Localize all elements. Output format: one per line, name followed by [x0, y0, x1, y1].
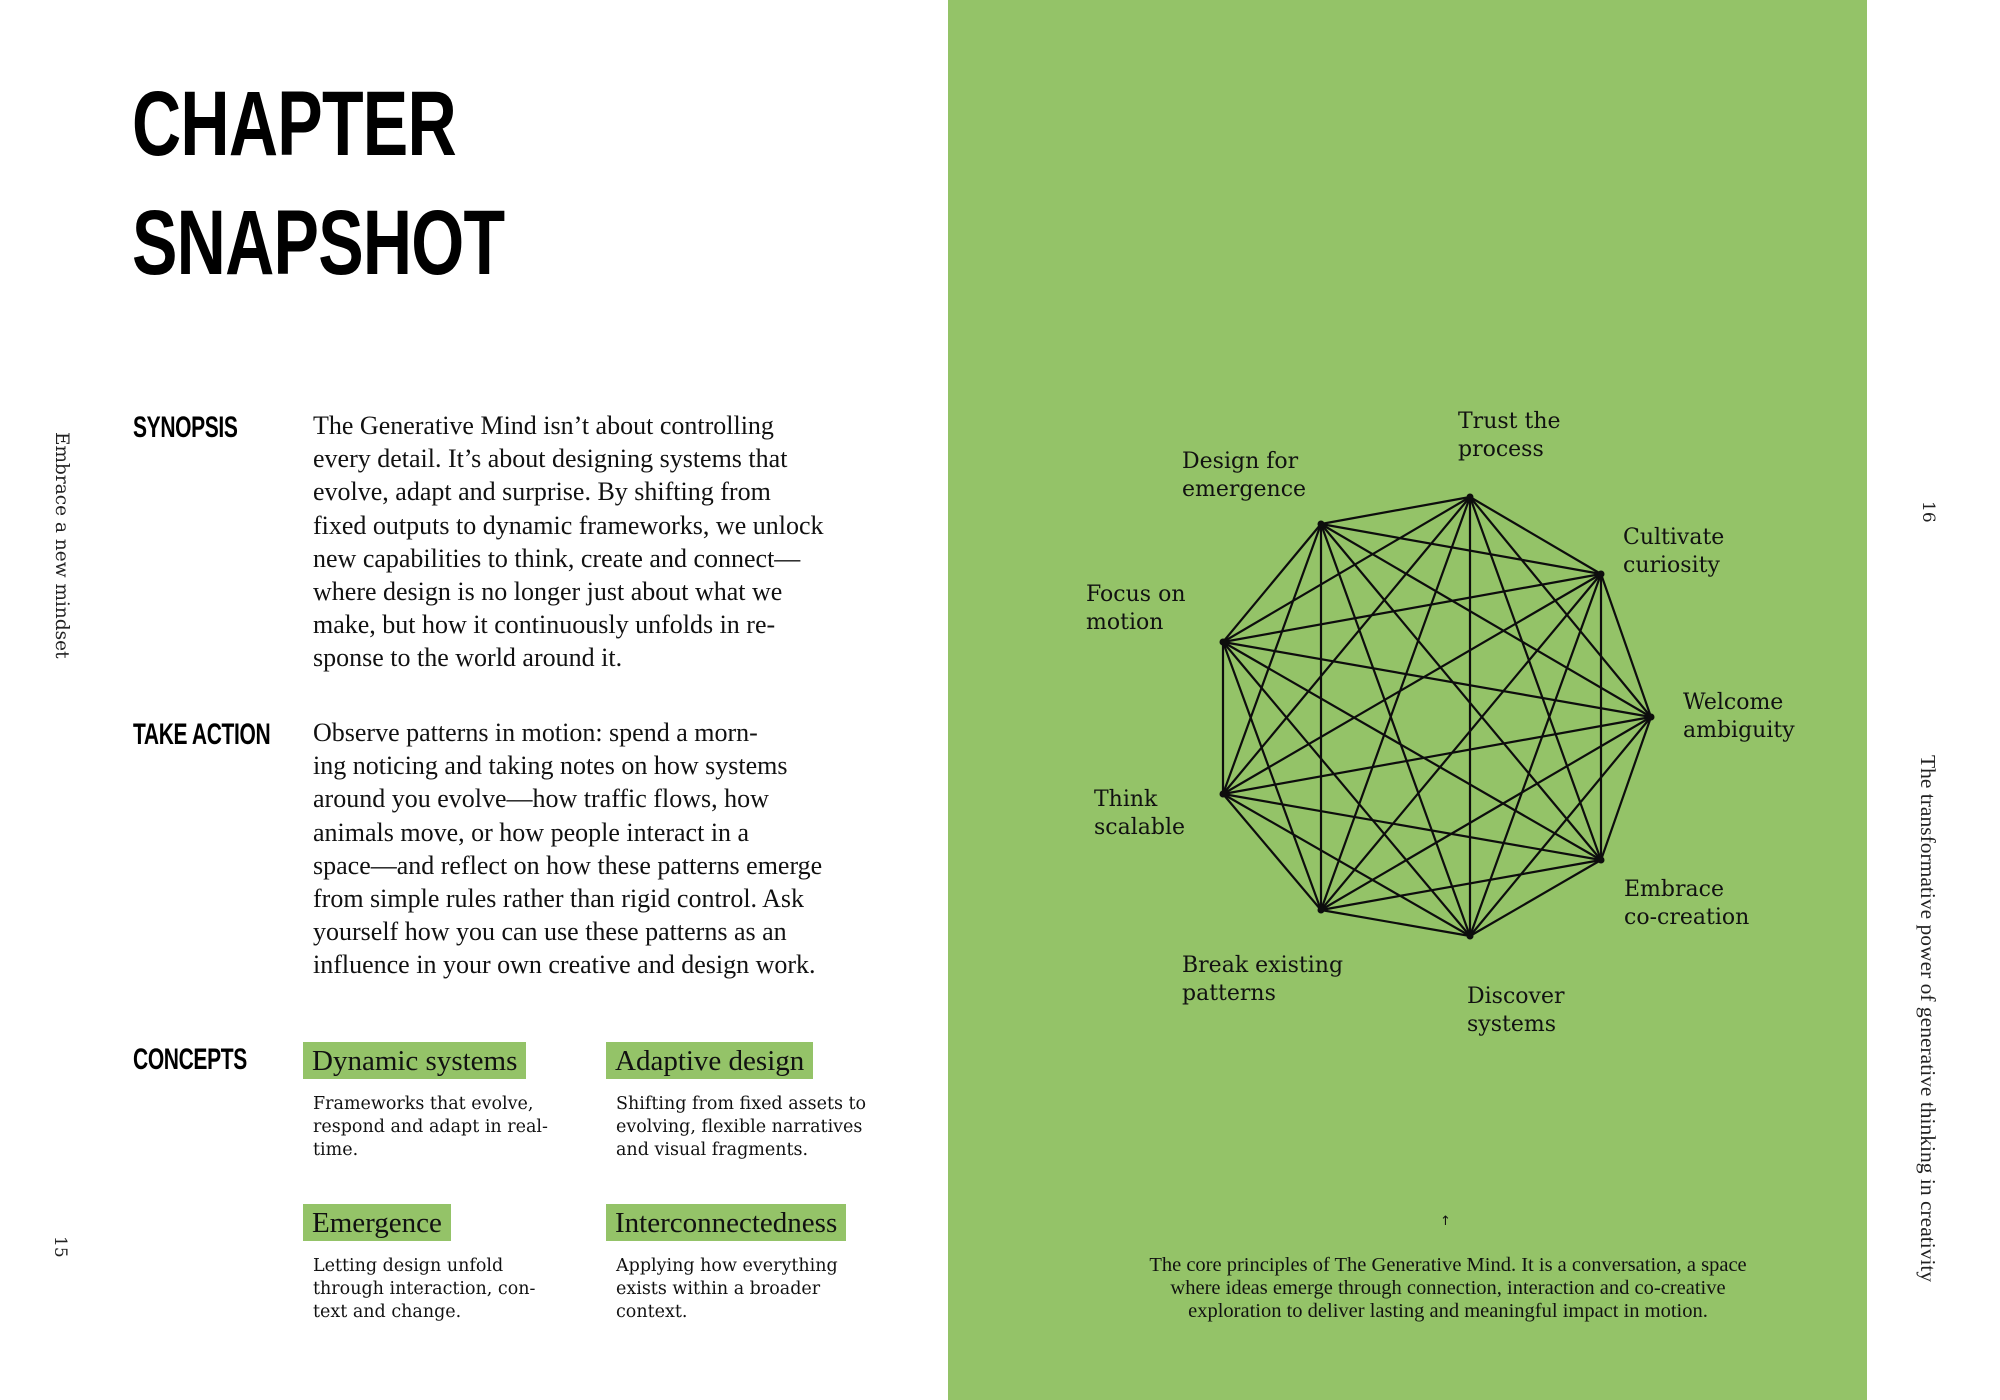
- concepts-label: CONCEPTS: [133, 1043, 247, 1076]
- concept-description-line: time.: [313, 1140, 359, 1160]
- take-action-text: [313, 716, 888, 982]
- concept-description-line: Frameworks that evolve,: [313, 1094, 534, 1114]
- concept-card-emergence: [303, 1204, 593, 1324]
- figure-caption: [1098, 1254, 1798, 1323]
- concept-description-line: respond and adapt in real-: [313, 1117, 548, 1137]
- concept-description: [303, 1255, 593, 1324]
- caption-line: where ideas emerge through connection, interaction and co-creative: [1170, 1277, 1726, 1299]
- right-running-head: The transformative power of generative thinking in creativity: [1916, 755, 1940, 1283]
- node-label-discover-systems: Discover systems: [1467, 984, 1565, 1037]
- node-label-embrace-co-creation: Embrace co-creation: [1624, 877, 1750, 930]
- concept-description-line: Shifting from fixed assets to: [616, 1094, 867, 1114]
- node-label-welcome-ambiguity: Welcome ambiguity: [1683, 690, 1795, 743]
- synopsis-text: [313, 409, 888, 675]
- take-action-line: Observe patterns in motion: spend a morn-: [313, 718, 758, 747]
- node-label-design-for-emergence: Design for emergence: [1182, 449, 1307, 502]
- concept-description-line: context.: [616, 1302, 688, 1322]
- node-label-break-existing-patterns: Break existing patterns: [1182, 953, 1344, 1006]
- right-page-number: 16: [1918, 501, 1938, 523]
- concept-description-line: text and change.: [313, 1302, 462, 1322]
- synopsis-line: The Generative Mind isn’t about controlling: [313, 411, 774, 440]
- take-action-line: around you evolve—how traffic flows, how: [313, 784, 769, 814]
- left-running-head: Embrace a new mindset: [51, 432, 72, 659]
- take-action-line: yourself how you can use these patterns as an: [313, 917, 787, 947]
- take-action-line: animals move, or how people interact in a: [313, 817, 750, 847]
- synopsis-label: SYNOPSIS: [133, 411, 238, 444]
- caption-line: exploration to deliver lasting and meaningful impact in motion.: [1188, 1300, 1708, 1322]
- take-action-label: TAKE ACTION: [133, 718, 271, 751]
- concept-card-dynamic-systems: [303, 1042, 593, 1162]
- chapter-title-line-1: CHAPTER: [132, 73, 456, 175]
- concept-tag: Adaptive design: [606, 1042, 813, 1079]
- chapter-title-line-2: SNAPSHOT: [132, 192, 505, 294]
- take-action-line: ing noticing and taking notes on how systems: [313, 751, 788, 781]
- node-label-think-scalable: Think scalable: [1094, 787, 1186, 840]
- concept-description: [606, 1255, 896, 1324]
- concept-description-line: and visual fragments.: [616, 1140, 809, 1160]
- caption-arrow-icon: ↑: [1440, 1214, 1451, 1229]
- concept-description: [303, 1093, 593, 1162]
- take-action-line: space—and reflect on how these patterns emerge: [313, 850, 823, 880]
- concept-description-line: exists within a broader: [616, 1279, 821, 1299]
- concept-description-line: through interaction, con-: [313, 1279, 536, 1299]
- node-label-focus-on-motion: Focus on motion: [1086, 582, 1186, 635]
- synopsis-line: fixed outputs to dynamic frameworks, we unlock: [313, 510, 824, 540]
- concept-card-adaptive-design: [606, 1042, 896, 1162]
- take-action-line: influence in your own creative and design work.: [313, 950, 816, 980]
- take-action-line: from simple rules rather than rigid control. Ask: [313, 884, 805, 914]
- synopsis-line: evolve, adapt and surprise. By shifting from: [313, 477, 771, 507]
- concept-description-line: evolving, flexible narratives: [616, 1117, 863, 1137]
- synopsis-line: make, but how it continuously unfolds in re-: [313, 610, 776, 640]
- node-label-cultivate-curiosity: Cultivate curiosity: [1623, 525, 1725, 578]
- concept-tag: Emergence: [303, 1204, 451, 1241]
- left-page-number: 15: [50, 1236, 70, 1258]
- synopsis-line: where design is no longer just about what we: [313, 577, 783, 607]
- concept-tag: Interconnectedness: [606, 1204, 846, 1241]
- concept-description: [606, 1093, 896, 1162]
- concept-description-line: Letting design unfold: [313, 1256, 504, 1276]
- caption-line: The core principles of The Generative Mind. It is a conversation, a space: [1149, 1254, 1747, 1276]
- node-label-trust-the-process: Trust the process: [1458, 409, 1561, 462]
- concept-description-line: Applying how everything: [616, 1256, 838, 1276]
- synopsis-line: every detail. It’s about designing systems that: [313, 444, 788, 474]
- synopsis-line: sponse to the world around it.: [313, 643, 623, 673]
- concept-tag: Dynamic systems: [303, 1042, 526, 1079]
- concept-card-interconnectedness: [606, 1204, 896, 1324]
- synopsis-line: new capabilities to think, create and connect—: [313, 543, 801, 573]
